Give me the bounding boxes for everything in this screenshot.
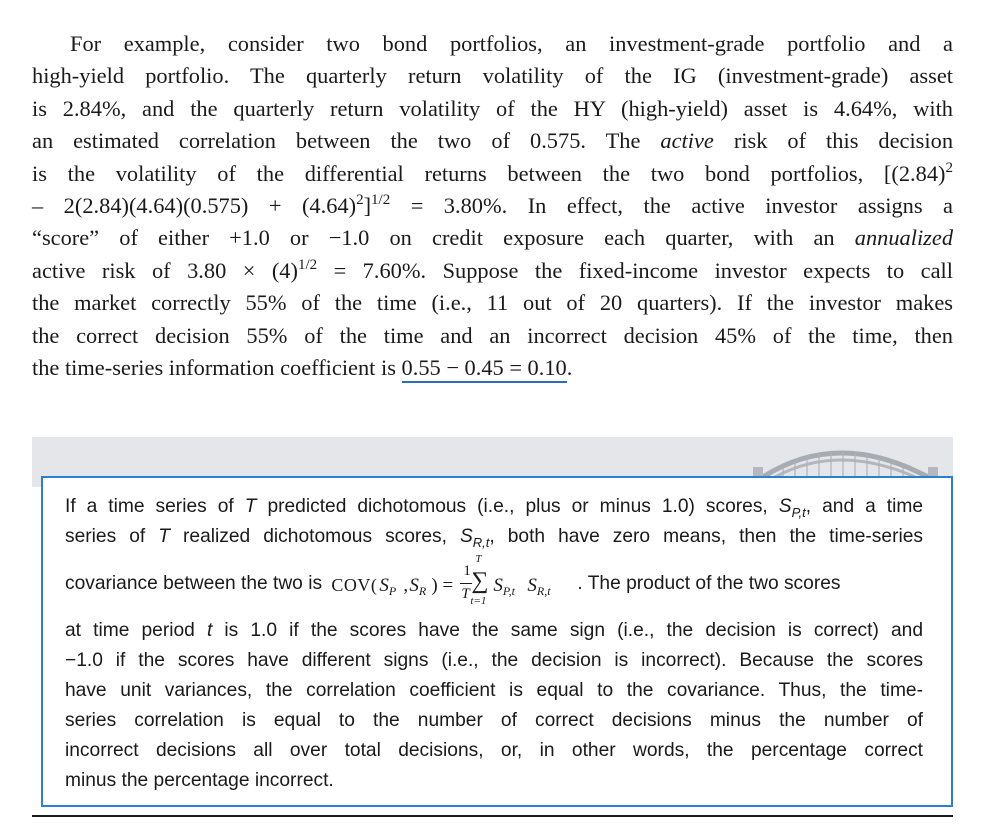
box-line-2: series of T realized dichotomous scores, $S_{R,t}$, both have zero means, then the time-series	[65, 526, 923, 550]
definition-box	[41, 476, 953, 807]
paragraph-line-10: the correct decision 55% of the time and an incorrect decision 45% of the time, then	[32, 322, 953, 348]
paragraph-line-8: active risk of $3.80 \times (4)^{1/2} = 7.60\%$. Suppose the fixed-income investor expects to call	[32, 256, 953, 283]
paragraph-line-2: high-yield portfolio. The quarterly return volatility of the IG (investment-grade) asset	[32, 63, 953, 89]
paragraph-line-4: an estimated correlation between the two of 0.575. The active risk of this decision	[32, 128, 954, 154]
box-line-8: incorrect decisions all over total decisions, or, in other words, the percentage correct	[65, 740, 923, 761]
box-line-9: minus the percentage incorrect.	[65, 770, 334, 791]
highlighted-formula: 0.55 − 0.45 = 0.10	[402, 355, 567, 383]
definition-text	[65, 492, 923, 796]
box-line-1: If a time series of T predicted dichotomous (i.e., plus or minus 1.0) scores, $S_{P,t}$, and a time	[65, 496, 924, 520]
box-line-5: −1.0 if the scores have different signs (i.e., the decision is incorrect). Because the scores	[65, 650, 923, 671]
box-line-4: at time period t is 1.0 if the scores have the same sign (i.e., the decision is correct) and	[65, 620, 923, 641]
box-line-formula: covariance between the two is COV( $S_P$ , $S_R$ ) = 1 T T ∑ t=1 $S_{P,t}$ $S_{R,t}$ . The product of the two scores	[65, 552, 923, 616]
paragraph-line-1: For example, consider two bond portfolios, an investment-grade portfolio and a	[70, 31, 953, 56]
example-paragraph	[32, 28, 953, 384]
annualized-emphasis: annualized	[854, 225, 954, 251]
bottom-rule	[32, 815, 953, 817]
paragraph-line-3: is 2.84%, and the quarterly return volatility of the HY (high-yield) asset is 4.64%, with	[32, 95, 953, 121]
box-line-7: series correlation is equal to the number of correct decisions minus the number of	[65, 710, 923, 731]
paragraph-line-11: the time-series information coefficient is 0.55 − 0.45 = 0.10.	[32, 352, 953, 384]
paragraph-line-6: – $2(2.84)(4.64)(0.575) + (4.64)^2]^{1/2} = 3.80\%$. In effect, the active investor assigns a	[32, 192, 953, 219]
covariance-formula: COV( $S_P$ , $S_R$ ) = 1 T T ∑ t=1 $S_{P,t}$ $S_{R,t}$	[331, 553, 551, 607]
active-emphasis: active	[660, 128, 714, 154]
box-line-6: have unit variances, the correlation coefficient is equal to the covariance. Thus, the time-	[65, 680, 923, 701]
paragraph-line-5: is the volatility of the differential returns between the two bond portfolios, [$(2.84)^2$	[32, 159, 953, 186]
paragraph-line-7: “score” of either +1.0 or −1.0 on credit exposure each quarter, with an annualized	[32, 225, 954, 251]
paragraph-line-9: the market correctly 55% of the time (i.e., 11 out of 20 quarters). If the investor makes	[32, 290, 953, 316]
